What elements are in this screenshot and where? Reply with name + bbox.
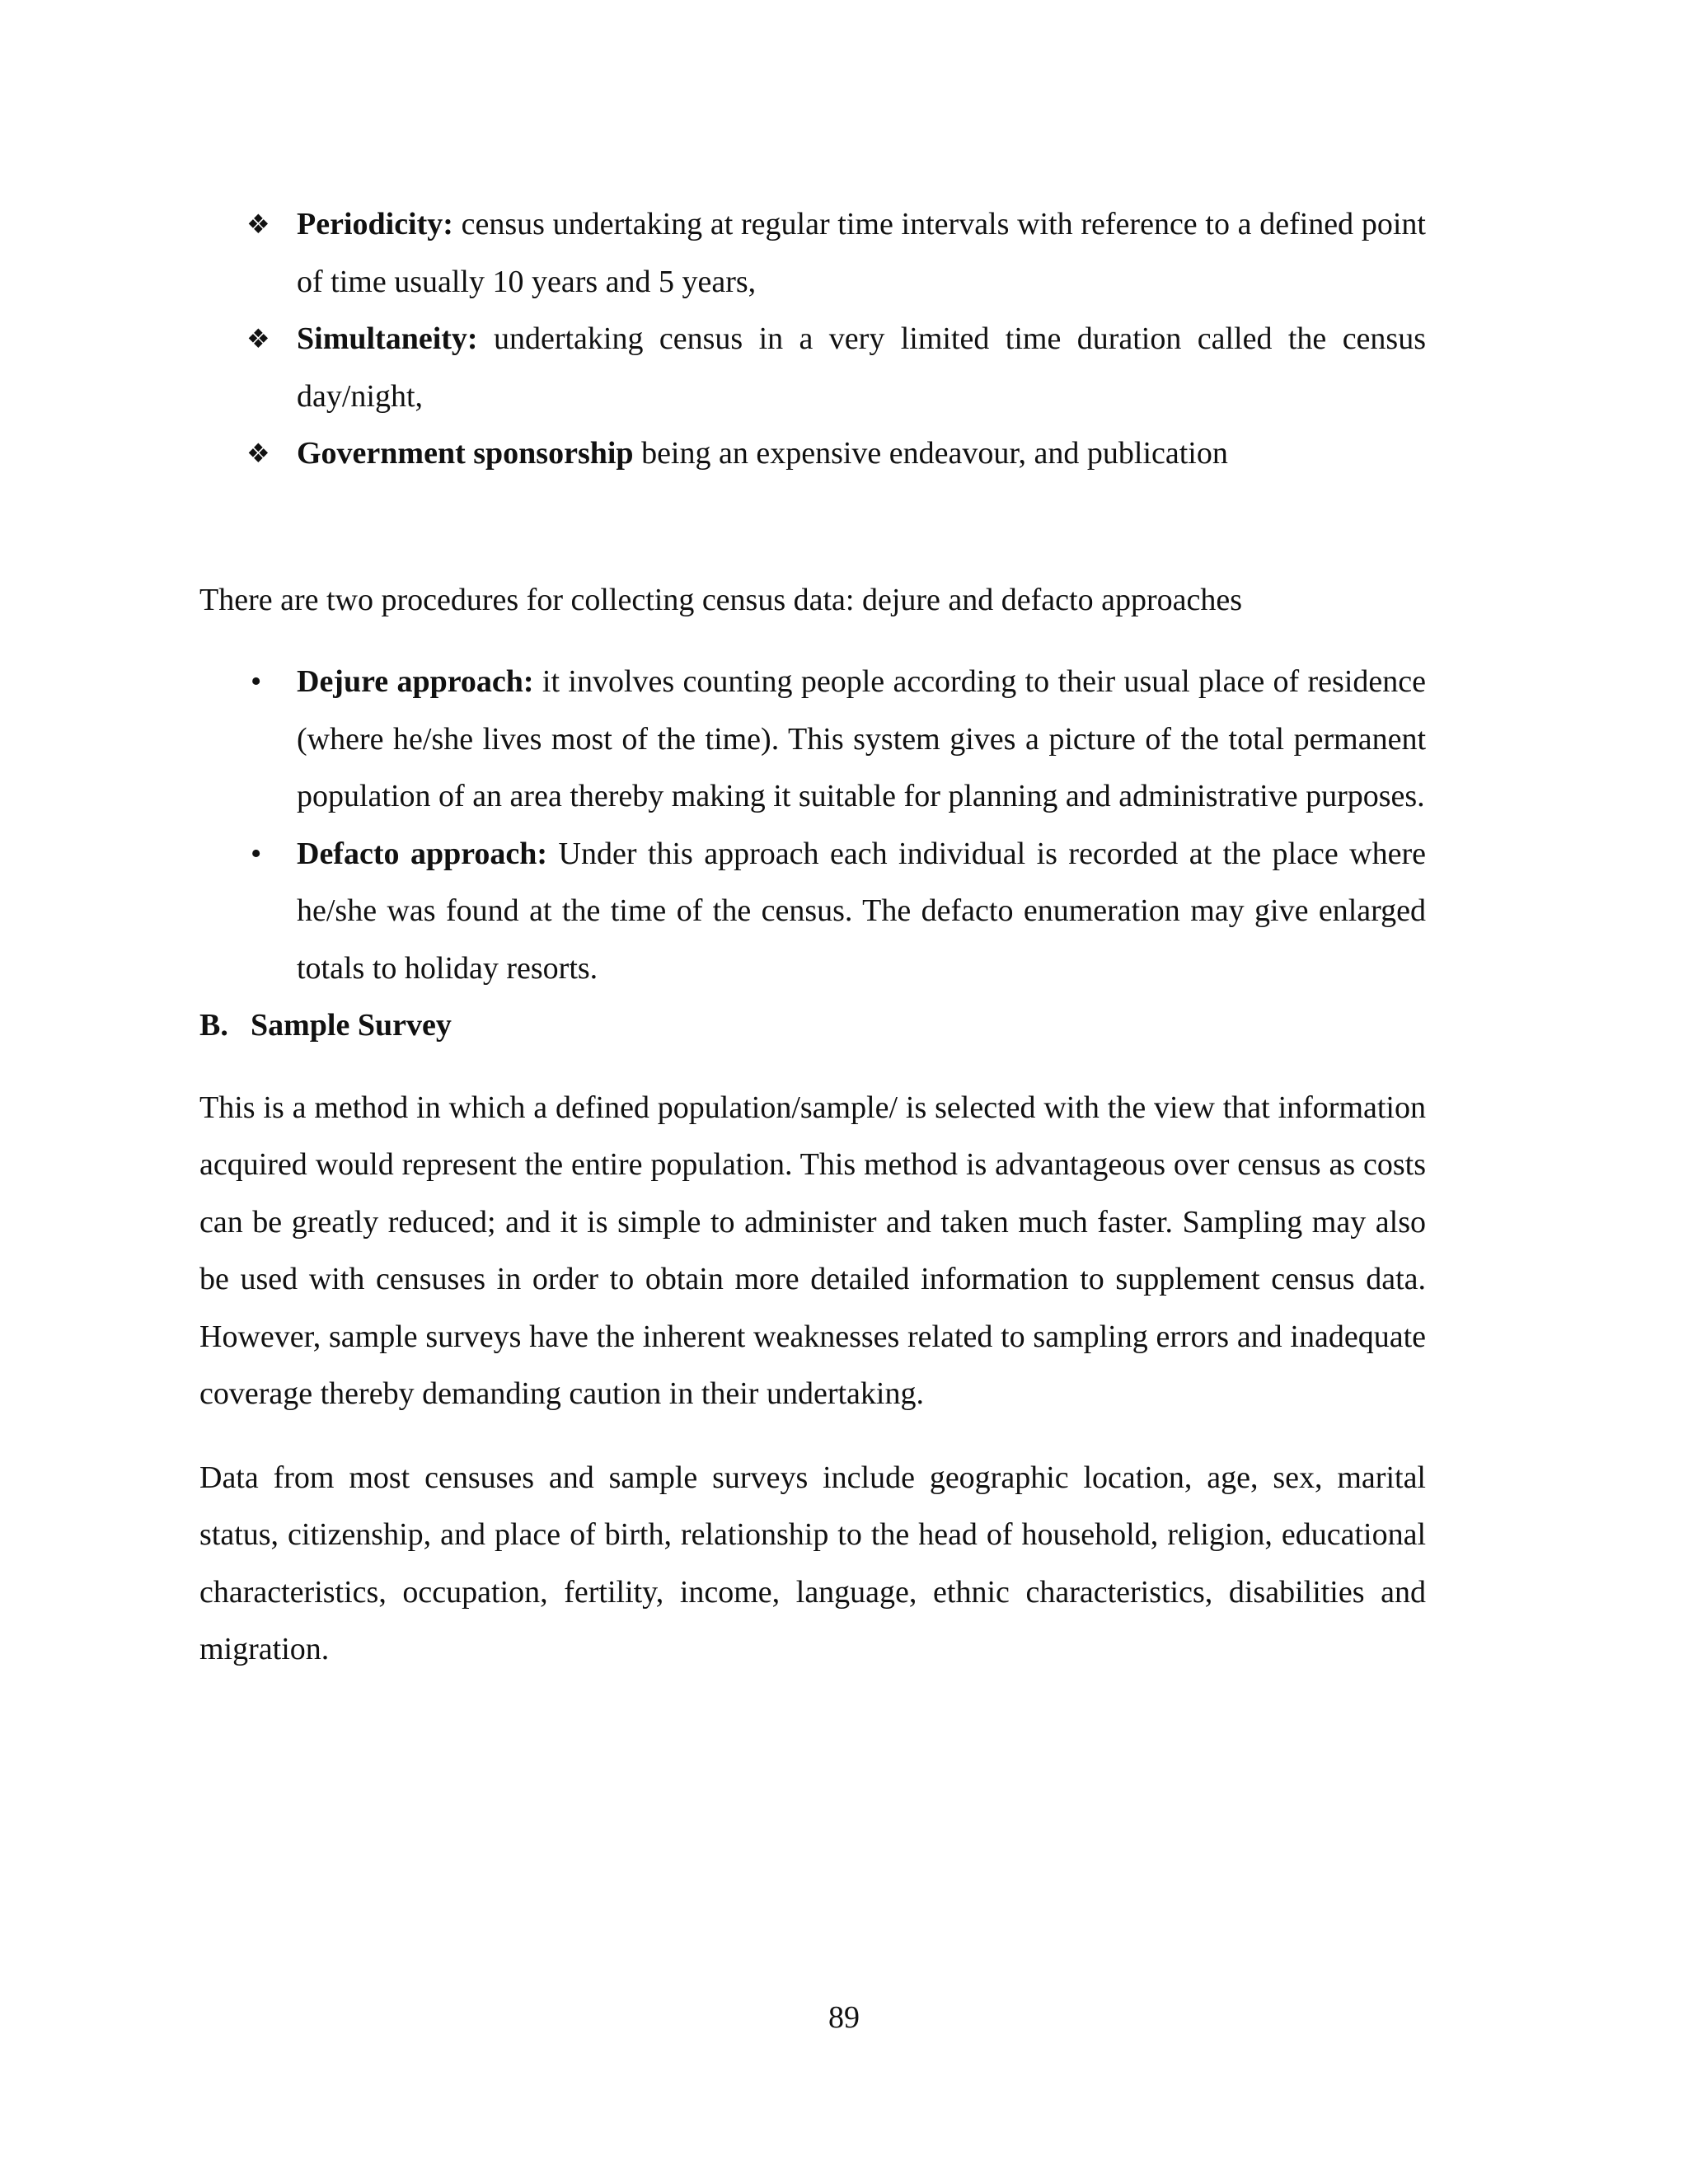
definition-government-sponsorship: being an expensive endeavour, and publication bbox=[633, 436, 1228, 471]
diamond-bullet-icon: ❖ bbox=[246, 209, 270, 239]
list-item-dejure bbox=[199, 654, 1426, 826]
approach-list bbox=[199, 654, 1426, 997]
term-simultaneity: Simultaneity: bbox=[297, 321, 478, 356]
section-title: Sample Survey bbox=[251, 1008, 452, 1043]
term-defacto: Defacto approach: bbox=[297, 836, 548, 871]
definition-simultaneity: undertaking census in a very limited time duration called the census day/night, bbox=[297, 321, 1426, 414]
round-bullet-icon: • bbox=[251, 664, 262, 699]
list-item-periodicity bbox=[199, 196, 1426, 311]
page-content bbox=[199, 196, 1426, 1679]
sample-survey-paragraph: This is a method in which a defined population/sample/ is selected with the view that information acquired would represent the entire population. This method is advantageous over census as costs can be greatly reduced; and it is simple to administer and taken much faster. Sampling may also be used with censuses in order to obtain more detailed information to supplement census data. However, sample surveys have the inherent weaknesses related to sampling errors and inadequate coverage thereby demanding caution in their undertaking. bbox=[199, 1090, 1426, 1411]
term-periodicity: Periodicity: bbox=[297, 207, 453, 241]
list-item-simultaneity bbox=[199, 311, 1426, 425]
data-content-paragraph: Data from most censuses and sample surveys include geographic location, age, sex, marital status, citizenship, and place of birth, relationship to the head of household, religion, educational characteristics, occupation, fertility, income, language, ethnic characteristics, disabilities and migration. bbox=[199, 1460, 1426, 1666]
diamond-bullet-icon: ❖ bbox=[246, 438, 270, 468]
term-dejure: Dejure approach: bbox=[297, 664, 534, 699]
section-letter: B. bbox=[199, 1008, 228, 1043]
list-item-defacto bbox=[199, 826, 1426, 998]
term-government-sponsorship: Government sponsorship bbox=[297, 436, 634, 471]
census-characteristics-list bbox=[199, 196, 1426, 483]
page-number: 89 bbox=[828, 2000, 860, 2035]
diamond-bullet-icon: ❖ bbox=[246, 324, 270, 354]
definition-dejure: it involves counting people according to their usual place of residence (where he/she lives most of the time). This system gives a picture of the total permanent population of an area thereby making it suitable for planning and administrative purposes. bbox=[297, 664, 1426, 813]
round-bullet-icon: • bbox=[251, 836, 262, 871]
definition-defacto: Under this approach each individual is recorded at the place where he/she was found at the time of the census. The defacto enumeration may give enlarged totals to holiday resorts. bbox=[297, 836, 1426, 986]
list-item-government-sponsorship bbox=[199, 425, 1426, 483]
definition-periodicity: census undertaking at regular time intervals with reference to a defined point of time usually 10 years and 5 years, bbox=[297, 207, 1426, 299]
section-heading bbox=[199, 997, 1426, 1055]
intro-paragraph: There are two procedures for collecting census data: dejure and defacto approaches bbox=[199, 582, 1243, 617]
